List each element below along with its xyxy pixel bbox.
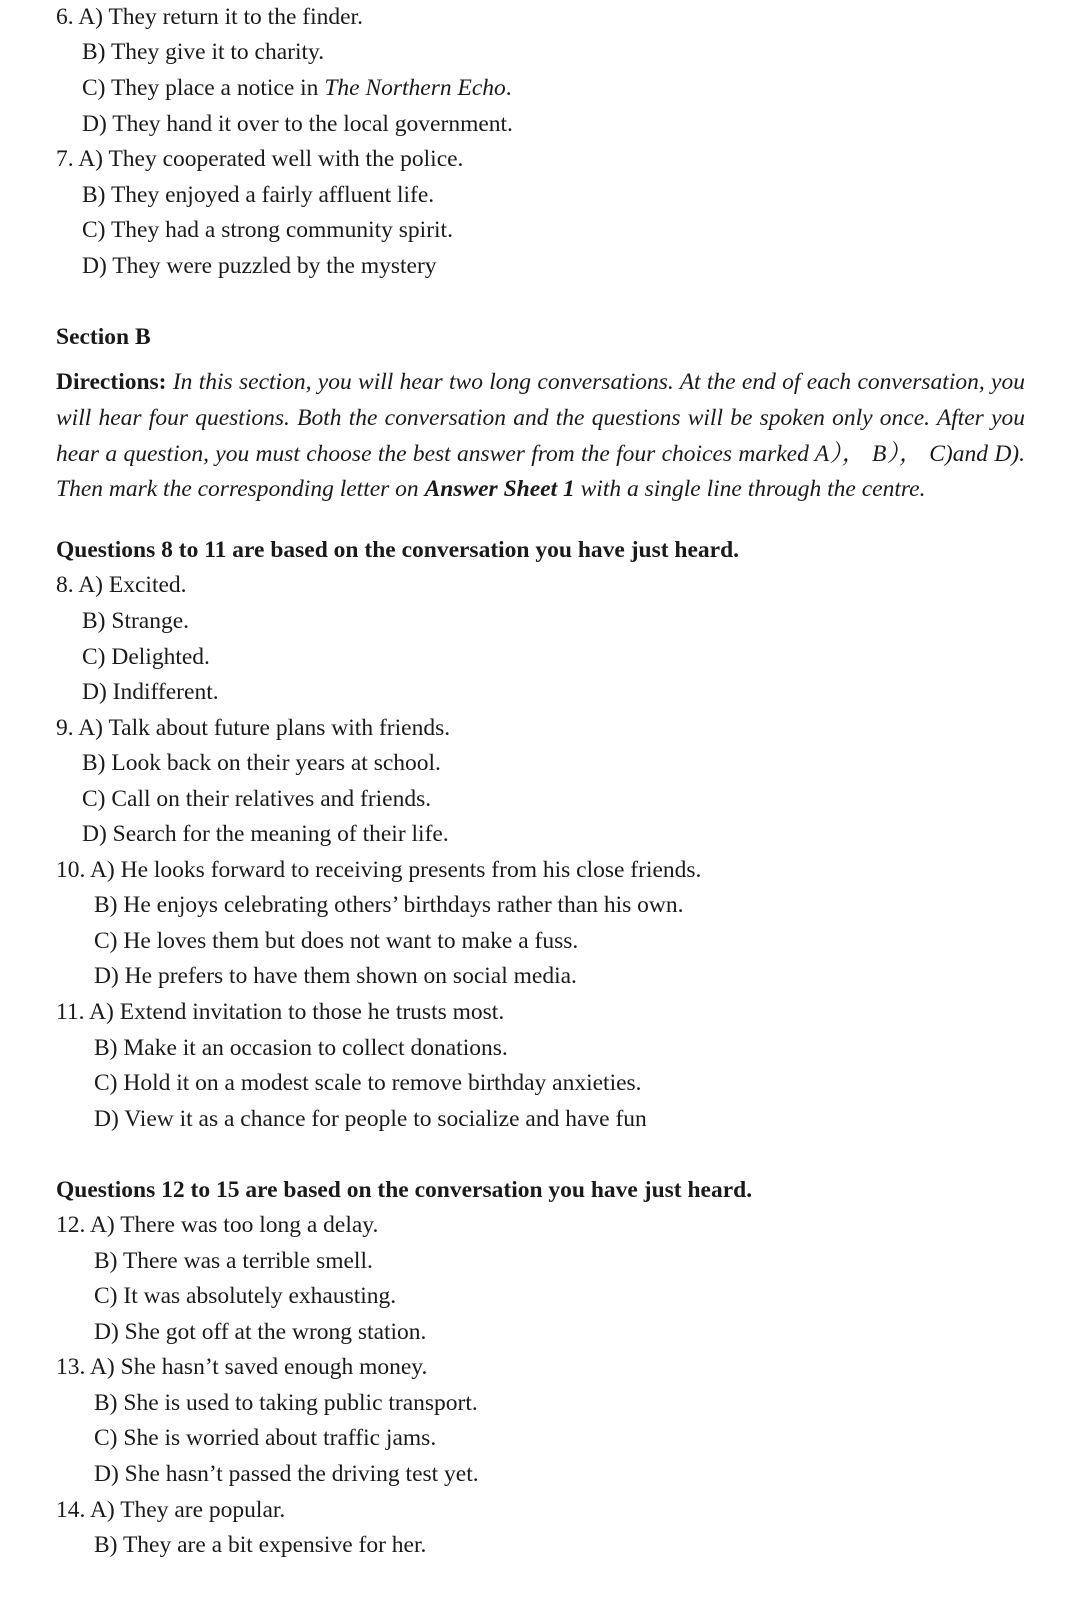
q6-option-a: 6. A) They return it to the finder. [56,4,363,30]
answer-sheet-label: Answer Sheet 1 [424,476,575,503]
q7-option-b: B) They enjoyed a fairly affluent life. [82,182,435,208]
q13-option-d: D) She hasn’t passed the driving test yet. [94,1461,479,1487]
group1-heading: Questions 8 to 11 are based on the conversation you have just heard. [56,537,740,563]
q10-option-c: C) He loves them but does not want to make a fuss. [94,928,579,954]
newspaper-title: The Northern Echo [324,75,506,101]
q8-option-b: B) Strange. [82,608,190,634]
q11-option-b: B) Make it an occasion to collect donations. [94,1035,508,1061]
q10-option-a: 10. A) He looks forward to receiving presents from his close friends. [56,857,702,883]
q8-option-a: 8. A) Excited. [56,572,187,598]
directions-paragraph [56,365,1025,508]
q11-option-d: D) View it as a chance for people to socialize and have fun [94,1106,647,1132]
q8-option-c: C) Delighted. [82,644,210,670]
q8-option-d: D) Indifferent. [82,679,219,705]
q13-option-c: C) She is worried about traffic jams. [94,1425,437,1451]
q13-option-b: B) She is used to taking public transport. [94,1390,478,1416]
q11-option-c: C) Hold it on a modest scale to remove birthday anxieties. [94,1070,642,1096]
q12-option-a: 12. A) There was too long a delay. [56,1212,379,1238]
q12-option-d: D) She got off at the wrong station. [94,1319,427,1345]
q14-option-a: 14. A) They are popular. [56,1497,286,1523]
q9-option-b: B) Look back on their years at school. [82,750,441,776]
directions-label: Directions: [56,369,167,395]
directions-text-2: with a single line through the centre. [574,476,926,503]
q6-option-b: B) They give it to charity. [82,39,325,65]
q9-option-a: 9. A) Talk about future plans with friends. [56,715,451,741]
section-title: Section B [56,324,151,350]
q10-option-b: B) He enjoys celebrating others’ birthdays rather than his own. [94,892,684,918]
q6-option-c-post: . [505,75,512,101]
q7-option-d: D) They were puzzled by the mystery [82,253,437,279]
q6-option-d: D) They hand it over to the local government. [82,111,513,137]
q7-option-a: 7. A) They cooperated well with the police. [56,146,464,172]
q10-option-d: D) He prefers to have them shown on social media. [94,963,577,989]
q11-option-a: 11. A) Extend invitation to those he trusts most. [56,999,505,1025]
q14-option-b: B) They are a bit expensive for her. [94,1532,427,1558]
q12-option-b: B) There was a terrible smell. [94,1248,373,1274]
q12-option-c: C) It was absolutely exhausting. [94,1283,397,1309]
q9-option-d: D) Search for the meaning of their life. [82,821,449,847]
q7-option-c: C) They had a strong community spirit. [82,217,453,243]
q6-option-c [82,73,512,103]
q13-option-a: 13. A) She hasn’t saved enough money. [56,1354,428,1380]
directions-text-1: In this section, you will hear two long conversations. At the end of each conversation, you will hear four questions. Both the conversation and the questions will be spoken only once. After you hear a question, you must choose the best answer from the four choices marked A）， B）， C)and D). Then mark the corresponding letter on [56,369,1025,503]
q6-option-c-pre: C) They place a notice in [82,75,325,101]
q9-option-c: C) Call on their relatives and friends. [82,786,432,812]
group2-heading: Questions 12 to 15 are based on the conversation you have just heard. [56,1177,753,1203]
